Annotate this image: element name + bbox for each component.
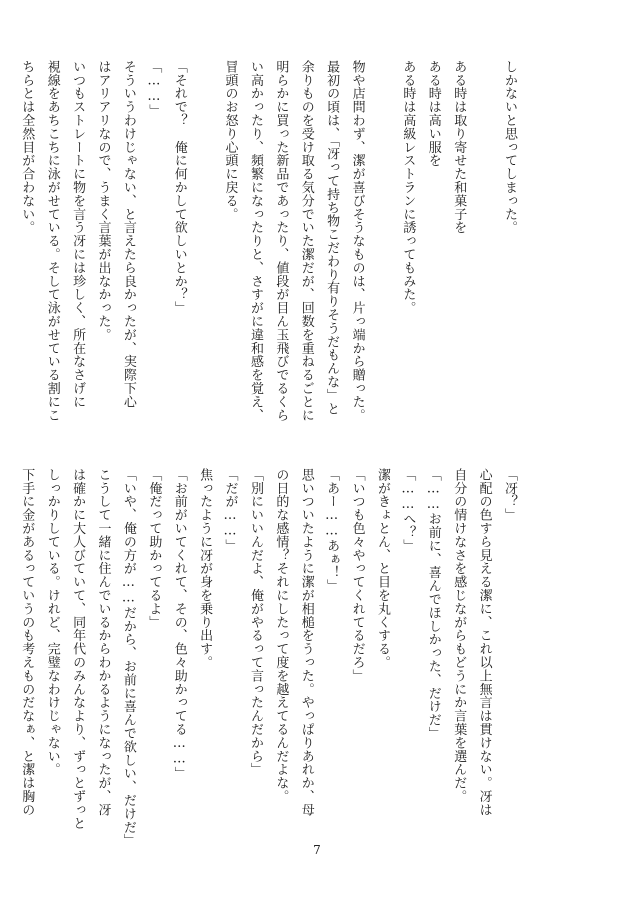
text-line [370, 60, 395, 440]
text-line: 「お前がいてくれて、その、色々助かってる……」 [171, 468, 187, 781]
text-line: 「……」 [146, 60, 162, 118]
text-line: 「……へ？」 [400, 468, 416, 553]
text-line: 「冴？」 [502, 468, 517, 522]
text-line: は確かに大人びていて、同年代のみんなより、ずっとずっと [70, 468, 86, 830]
text-line: 最初の頃は、「冴って持ち物こだわり有りそうだもんな」と [324, 60, 340, 416]
text-line: しかないと思ってしまった。 [502, 60, 517, 235]
text-line: ある時は高い服を [425, 60, 441, 168]
text-line: しっかりしている。けれど、完璧なわけじゃない。 [44, 468, 60, 777]
text-line: 「別にいいんだよ、俺がやるって言ったんだから」 [247, 468, 263, 777]
text-line: ある時は高級レストランに誘ってもみた。 [400, 60, 416, 315]
text-line: 視線をあちこちに泳がせている。そして泳がせている割にこ [44, 60, 60, 422]
text-line: 「だが……」 [222, 468, 238, 553]
text-line: 余りものを受け取る気分でいた潔だが、回数を重ねるごとに [298, 60, 314, 422]
text-line: の日的な感情？それにしたって度を越えてるんだよな。 [273, 468, 289, 803]
text-line: 下手に金があるっていうのも考えものだなぁ、と潔は胸の [19, 468, 35, 817]
text-line: 「いや、俺の方が……だから、お前に喜んで欲しい、だけだ」 [120, 468, 136, 848]
text-line: 焦ったように冴が身を乗り出す。 [197, 468, 213, 669]
text-line: そういうわけじゃない、と言えたら良かったが、実際下心 [120, 60, 136, 409]
text-line: 冒頭のお怒り心頭に戻る。 [222, 60, 238, 221]
text-line [192, 60, 217, 440]
text-line: ちらとは全然目が合わない。 [19, 60, 35, 235]
text-line: 「俺だって助かってるよ」 [146, 468, 162, 629]
text-line: はアリアリなので、うまく言葉が出なかった。 [95, 60, 111, 342]
text-line: 「……お前に、喜んでほしかった、だけだ」 [425, 468, 441, 740]
upper-text-block [14, 60, 522, 440]
page-number: 7 [313, 843, 321, 857]
text-line: 思いついたように潔が相槌をうった。やっぱりあれか、母 [298, 468, 314, 817]
text-line: い高かったり、頻繁になったりと、さすがに違和感を覚え、 [247, 60, 263, 422]
text-line: 心配の色すら見える潔に、これ以上無言は貫けない。冴は [476, 468, 492, 817]
text-line: 「それで？ 俺に何かして欲しいとか？」 [171, 60, 187, 315]
text-line: 「いつも色々やってくれてるだろ」 [349, 468, 365, 683]
text-line: 明らかに買った新品であったり、値段が目ん玉飛びでるくら [273, 60, 289, 422]
text-line: 自分の情けなさを感じながらもどうにか言葉を選んだ。 [451, 468, 467, 803]
text-line: 潔がきょとん、と目を丸くする。 [374, 468, 390, 669]
text-line: 物や店問わず、潔が喜びそうなものは、片っ端から贈った。 [349, 60, 365, 422]
text-line: こうして一緒に住んでいるからわかるようになったが、冴 [95, 468, 111, 817]
text-line: ある時は取り寄せた和菓子を [451, 60, 467, 235]
lower-text-block [14, 468, 522, 848]
text-line: いつもストレートに物を言う冴には珍しく、所在なさげに [70, 60, 86, 409]
text-line: 「あー……あぁ！」 [324, 468, 340, 593]
text-line [471, 60, 496, 440]
